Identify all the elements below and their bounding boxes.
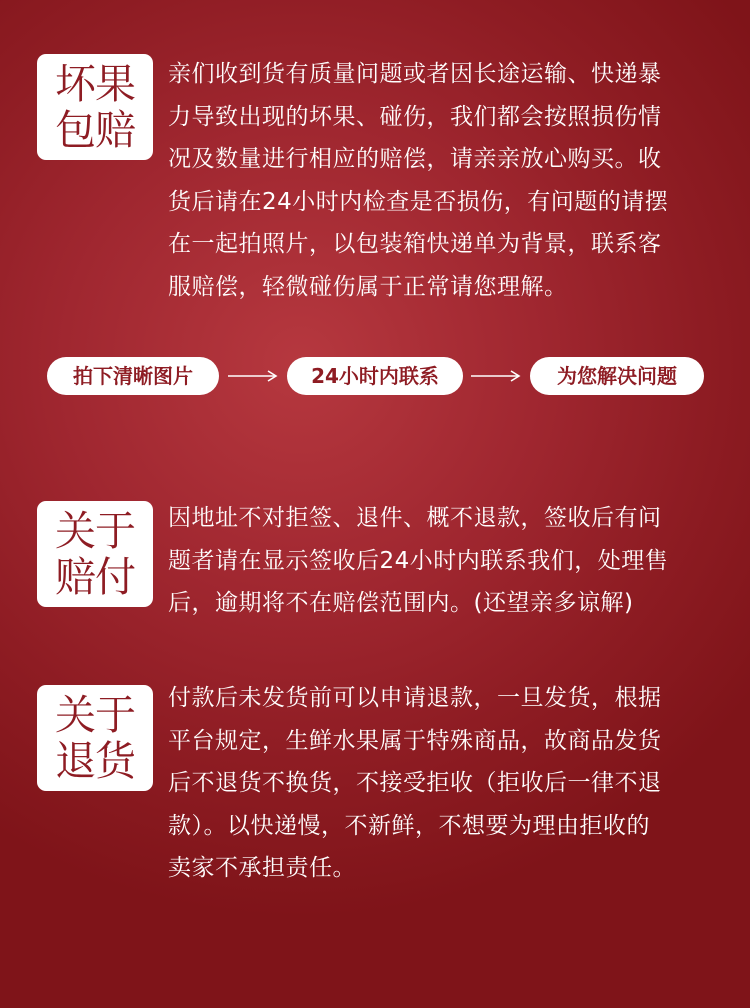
badge-line-2: 包赔 xyxy=(55,106,135,154)
paragraph-line: 服赔偿，轻微碰伤属于正常请您理解。 xyxy=(168,273,568,300)
process-steps xyxy=(0,357,750,397)
paragraph-line: 付款后未发货前可以申请退款，一旦发货，根据 xyxy=(168,685,662,711)
arrow-right-icon xyxy=(471,368,521,384)
paragraph-about-compensation xyxy=(168,497,716,625)
badge-line-1: 关于 xyxy=(55,691,135,739)
paragraph-line: 平台规定，生鲜水果属于特殊商品，故商品发货 xyxy=(168,727,662,754)
paragraph-line: 款）。以快递慢，不新鲜，不想要为理由拒收的 xyxy=(168,812,650,839)
badge-line-2: 退货 xyxy=(55,737,135,785)
badge-line-1: 坏果 xyxy=(55,60,135,108)
paragraph-line: 题者请在显示签收后24小时内联系我们，处理售 xyxy=(168,547,669,574)
paragraph-line: 况及数量进行相应的赔偿，请亲亲放心购买。收 xyxy=(168,146,662,173)
paragraph-line: 亲们收到货有质量问题或者因长途运输、快递暴 xyxy=(168,61,662,87)
step-solve-problem: 为您解决问题 xyxy=(530,357,704,395)
badge-about-returns xyxy=(37,685,153,791)
paragraph-line: 在一起拍照片，以包装箱快递单为背景，联系客 xyxy=(168,231,662,258)
badge-damage-compensation xyxy=(37,54,153,160)
badge-line-1: 关于 xyxy=(55,507,135,555)
paragraph-line: 后，逾期将不在赔偿范围内。(还望亲多谅解) xyxy=(168,590,634,617)
paragraph-line: 力导致出现的坏果、碰伤，我们都会按照损伤情 xyxy=(168,103,662,130)
paragraph-line: 货后请在24小时内检查是否损伤，有问题的请摆 xyxy=(168,188,669,215)
paragraph-about-returns xyxy=(168,677,716,890)
badge-line-2: 赔付 xyxy=(55,553,135,601)
paragraph-line: 卖家不承担责任。 xyxy=(168,855,356,882)
paragraph-line: 因地址不对拒签、退件、概不退款，签收后有问 xyxy=(168,505,662,531)
paragraph-line: 后不退货不换货，不接受拒收（拒收后一律不退 xyxy=(168,770,662,797)
badge-about-compensation xyxy=(37,501,153,607)
arrow-right-icon xyxy=(228,368,278,384)
step-take-photos: 拍下清晰图片 xyxy=(47,357,219,395)
paragraph-damage-compensation xyxy=(168,53,716,309)
step-contact-24h: 24小时内联系 xyxy=(287,357,463,395)
